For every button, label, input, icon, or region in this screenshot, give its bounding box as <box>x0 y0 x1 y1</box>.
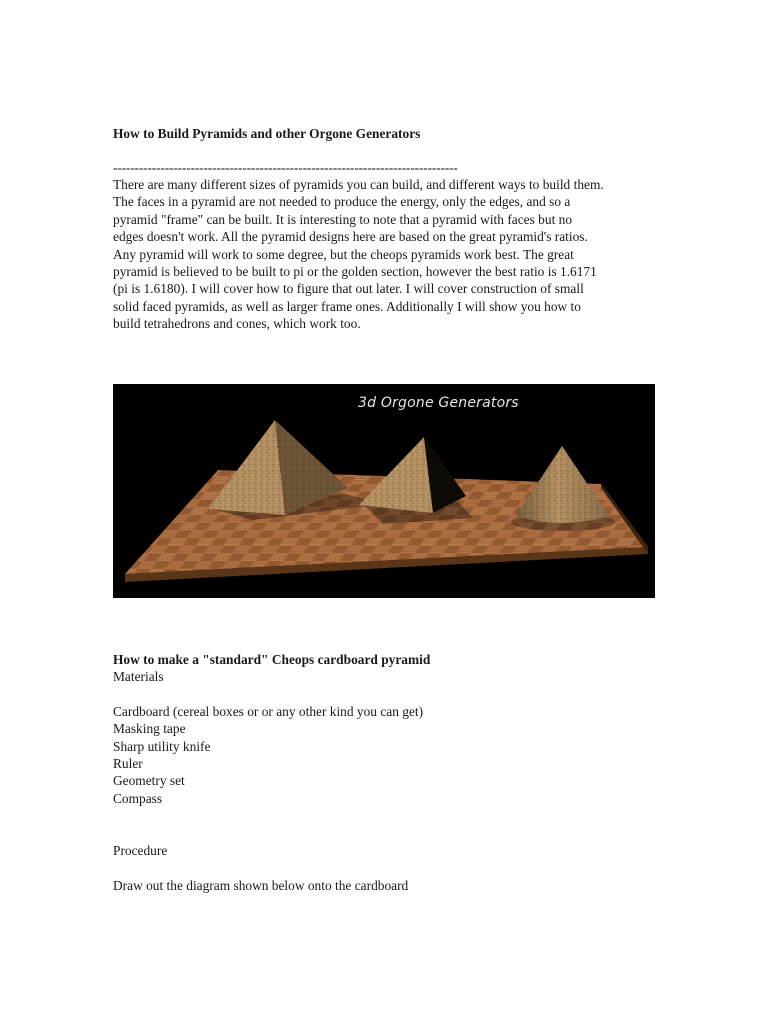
separator-line: -------------------------------------------------------------------------------- <box>113 160 458 175</box>
materials-item: Geometry set <box>113 773 185 788</box>
materials-item: Sharp utility knife <box>113 739 211 754</box>
intro-line: solid faced pyramids, as well as larger frame ones. Additionally I will show you how to <box>113 298 581 314</box>
materials-label: Materials <box>113 669 164 684</box>
intro-line: edges doesn't work. All the pyramid designs here are based on the great pyramid's ratios. <box>113 229 588 245</box>
materials-item: Masking tape <box>113 721 186 736</box>
pyramids-illustration <box>113 384 655 598</box>
intro-line: Any pyramid will work to some degree, but the cheops pyramids work best. The great <box>113 246 574 262</box>
pyramid-medium <box>359 437 466 513</box>
intro-line: (pi is 1.6180). I will cover how to figure that out later. I will cover construction of small <box>113 281 584 297</box>
materials-item: Compass <box>113 791 163 806</box>
intro-line: build tetrahedrons and cones, which work too. <box>113 316 361 332</box>
document-title: How to Build Pyramids and other Orgone Generators <box>113 126 421 141</box>
intro-line: The faces in a pyramid are not needed to produce the energy, only the edges, and so a <box>113 194 571 210</box>
materials-item: Cardboard (cereal boxes or or any other kind you can get) <box>113 704 424 719</box>
orgone-generators-image <box>113 384 655 598</box>
intro-line: pyramid "frame" can be built. It is interesting to note that a pyramid with faces but no <box>113 211 573 227</box>
materials-item: Ruler <box>113 756 143 771</box>
image-caption: 3d Orgone Generators <box>358 395 519 411</box>
intro-line: pyramid is believed to be built to pi or the golden section, however the best ratio is 1.6171 <box>113 264 597 280</box>
procedure-text: Draw out the diagram shown below onto the cardboard <box>113 878 409 893</box>
document-page <box>113 0 658 1024</box>
intro-paragraph <box>113 176 658 333</box>
section-heading: How to make a "standard" Cheops cardboard pyramid <box>113 652 431 667</box>
intro-line: There are many different sizes of pyramids you can build, and different ways to build them. <box>113 177 604 192</box>
procedure-label: Procedure <box>113 843 168 858</box>
